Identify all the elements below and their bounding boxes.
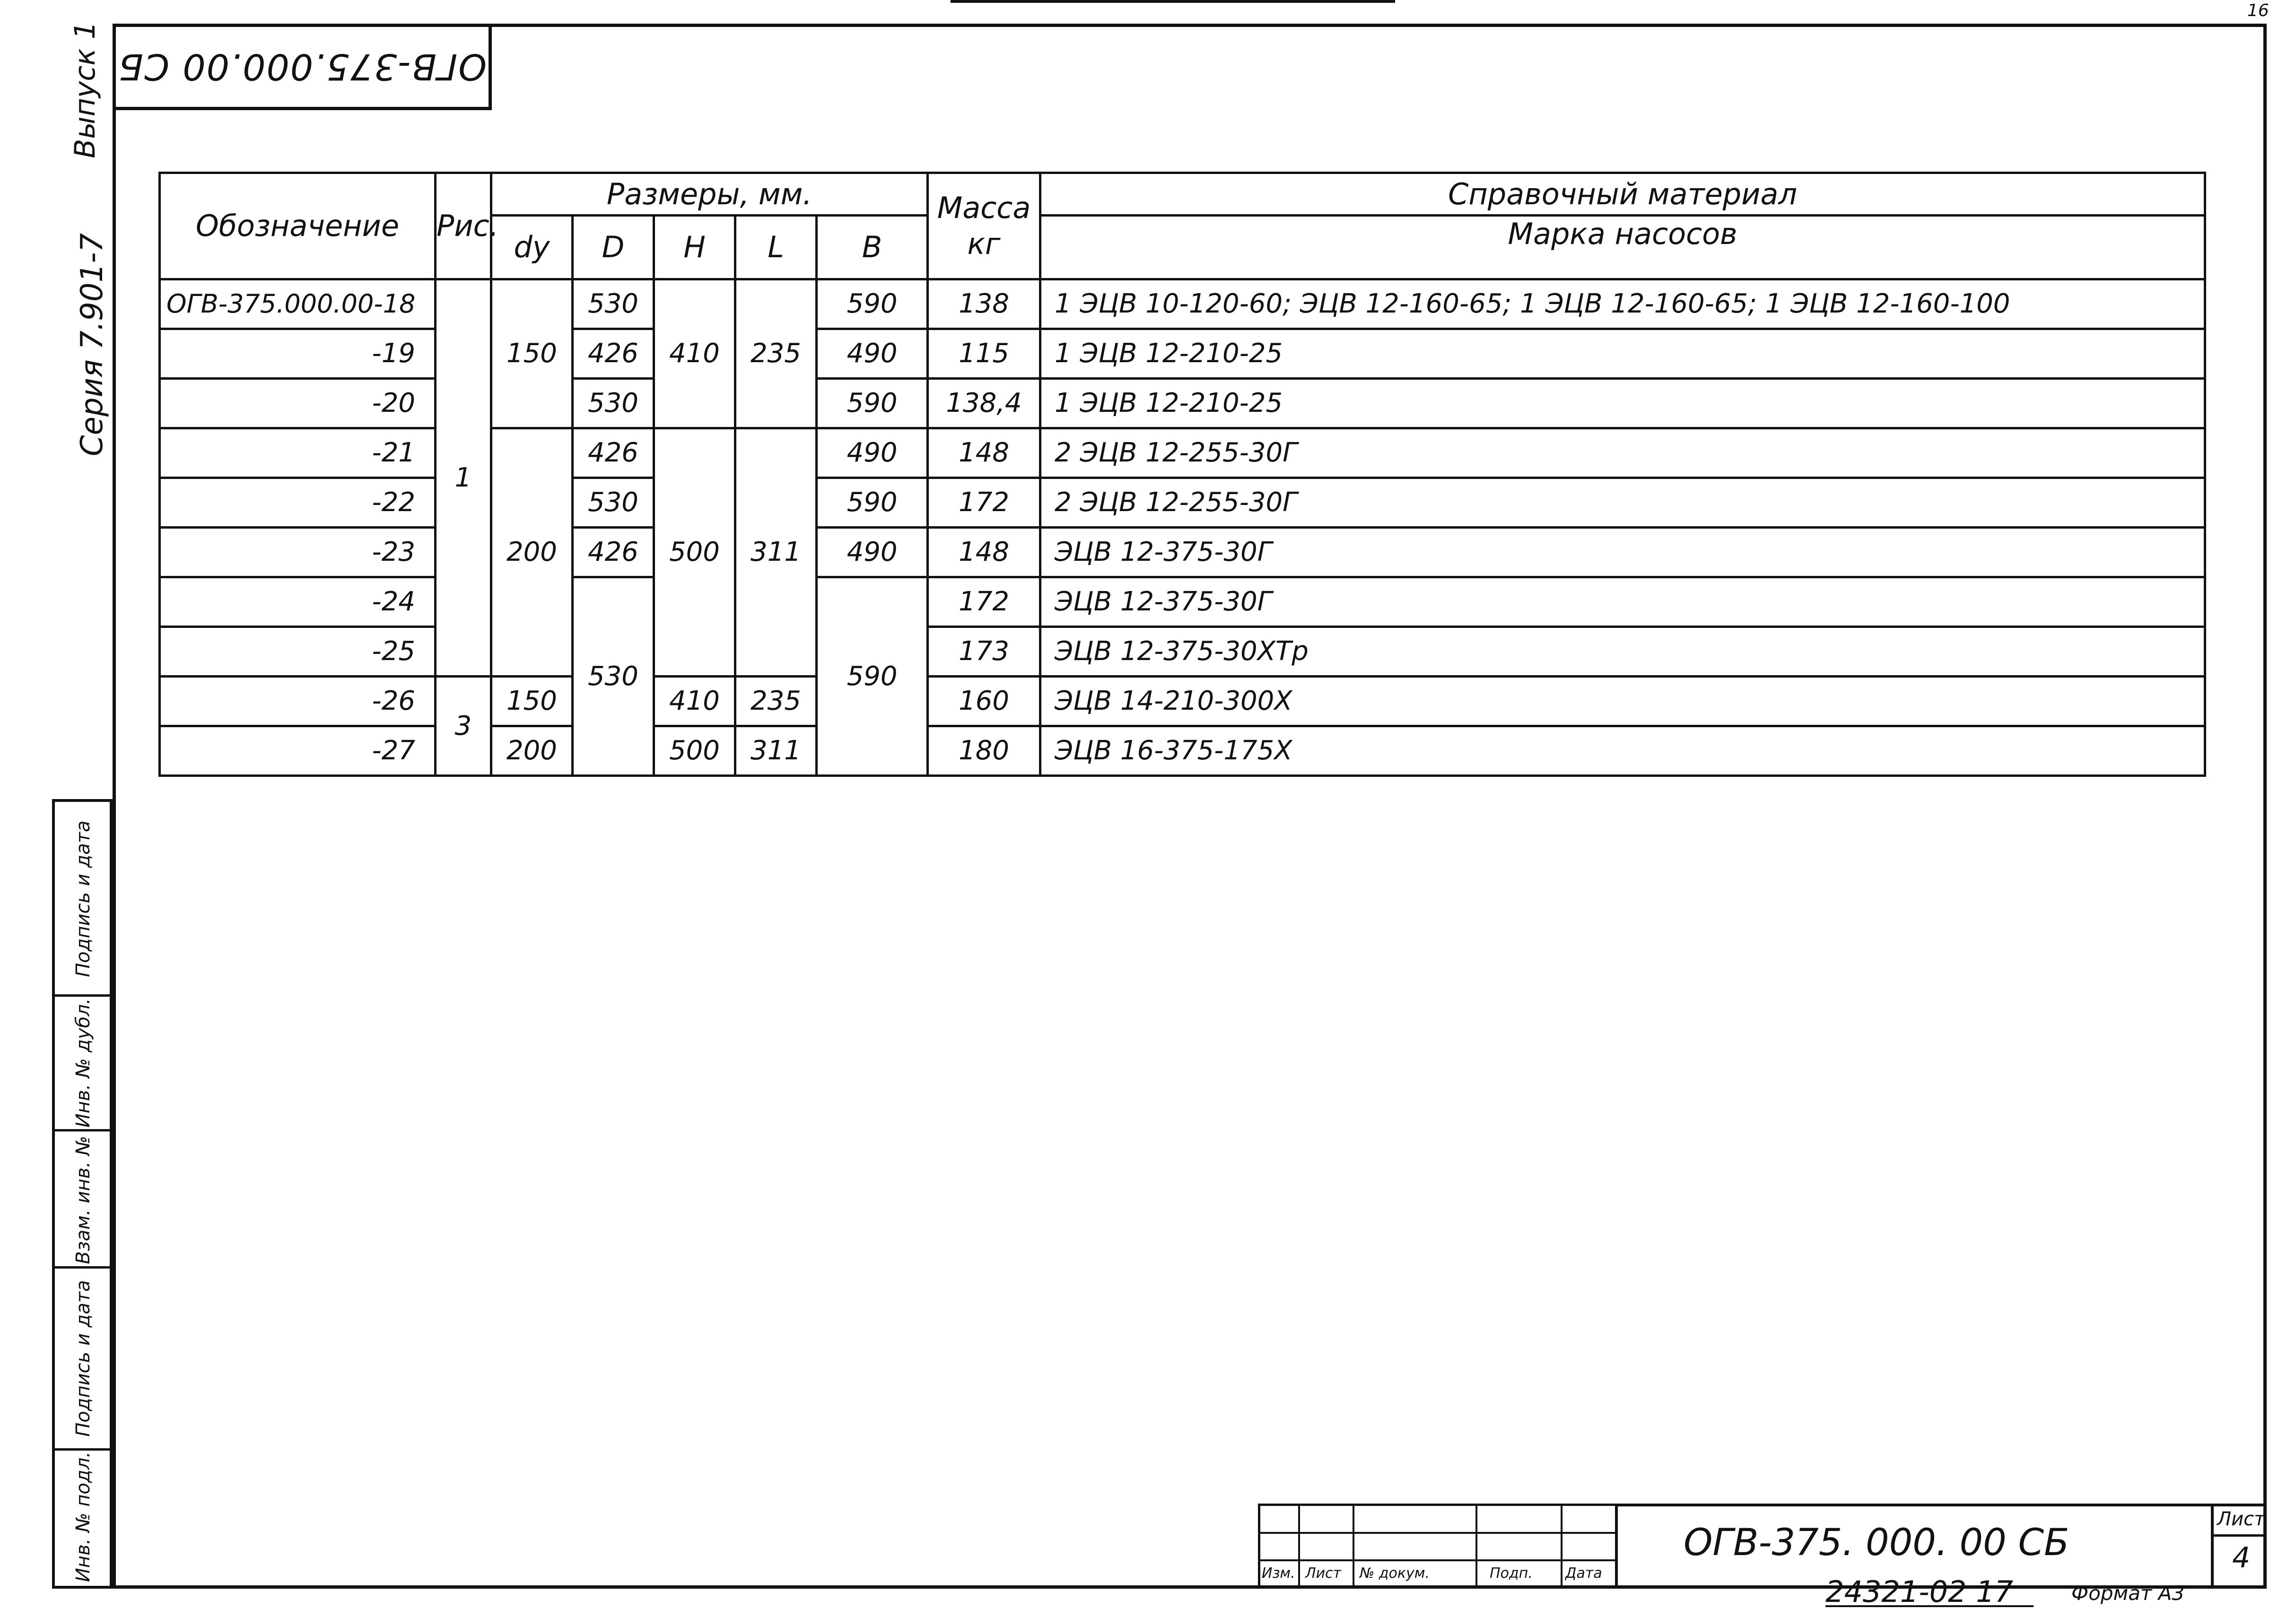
cell-mass: 148 — [928, 428, 1040, 478]
side-cell-inv-dubl — [55, 997, 110, 1131]
cell-D: 530 — [573, 577, 654, 776]
designation-top-border — [1615, 1504, 2267, 1506]
cell-brand: 1 ЭЦВ 12-210-25 — [1040, 329, 2205, 379]
cell-designation: -22 — [160, 478, 436, 528]
footer-code: 24321-02 17 — [1825, 1574, 2014, 1609]
cell-H: 410 — [654, 677, 735, 726]
designation: ОГВ-375. 000. 00 СБ — [1684, 1522, 2069, 1564]
cell-B: 590 — [817, 577, 928, 776]
cell-B: 590 — [817, 478, 928, 528]
cell-B: 590 — [817, 379, 928, 428]
cell-mass: 138 — [928, 279, 1040, 329]
cell-designation: -26 — [160, 677, 436, 726]
footer-format: Формат А3 — [2071, 1582, 2185, 1605]
side-cell-podpis-2 — [55, 1269, 110, 1451]
cell-D: 530 — [573, 379, 654, 428]
side-cell-label: Взам. инв. № — [72, 1136, 94, 1264]
rev-line — [1258, 1559, 1617, 1561]
cell-brand: ЭЦВ 12-375-30Г — [1040, 528, 2205, 577]
header-razmery: Размеры, мм. — [491, 173, 928, 216]
table-row — [160, 677, 2205, 726]
cell-L: 311 — [735, 428, 817, 677]
page-number: 16 — [2247, 1, 2269, 20]
label-podp: Подп. — [1490, 1565, 1533, 1582]
cell-dy: 150 — [491, 279, 573, 428]
cell-mass: 148 — [928, 528, 1040, 577]
header-massa-unit: кг — [967, 226, 1001, 261]
cell-mass: 180 — [928, 726, 1040, 776]
header-oboznachenie: Обозначение — [160, 173, 436, 279]
header-L: L — [735, 216, 817, 279]
cell-brand: 2 ЭЦВ 12-255-30Г — [1040, 428, 2205, 478]
cell-designation: -27 — [160, 726, 436, 776]
cell-dy: 200 — [491, 726, 573, 776]
cell-D: 530 — [573, 279, 654, 329]
side-cell-label: Инв. № дубл. — [72, 998, 94, 1128]
cell-brand: ЭЦВ 12-375-30Г — [1040, 577, 2205, 627]
pump-table — [158, 172, 2206, 777]
cell-H: 500 — [654, 726, 735, 776]
side-cell-inv-podl — [55, 1451, 110, 1586]
top-stamp-text: ОГВ-375.000.00 СБ — [117, 46, 487, 88]
side-cell-podpis-1 — [55, 802, 110, 997]
rev-vline — [1298, 1504, 1300, 1589]
seriya-label: Серия 7.901-7 — [75, 233, 110, 456]
cell-designation: -19 — [160, 329, 436, 379]
header-H: H — [654, 216, 735, 279]
sheet-value: 4 — [2232, 1541, 2251, 1574]
sheet-label: Лист — [2217, 1508, 2265, 1530]
cell-D: 426 — [573, 528, 654, 577]
cell-D: 426 — [573, 329, 654, 379]
cell-B: 490 — [817, 528, 928, 577]
header-ris: Рис. — [436, 173, 491, 279]
header-B: B — [817, 216, 928, 279]
cell-mass: 172 — [928, 478, 1040, 528]
side-strip — [52, 799, 113, 1589]
cell-dy: 150 — [491, 677, 573, 726]
label-data: Дата — [1565, 1565, 1602, 1582]
cell-D: 530 — [573, 478, 654, 528]
rev-vline — [1615, 1504, 1618, 1589]
cell-mass: 173 — [928, 627, 1040, 677]
side-cell-label: Подпись и дата — [72, 1280, 94, 1437]
cell-designation: -21 — [160, 428, 436, 478]
cell-mass: 115 — [928, 329, 1040, 379]
rev-vline — [1475, 1504, 1477, 1589]
side-cell-vzam-inv — [55, 1131, 110, 1269]
title-block — [1258, 1504, 2267, 1589]
header-spravochny: Справочный материал — [1040, 173, 2205, 216]
header-row-1 — [160, 173, 2205, 216]
cell-ris: 3 — [436, 677, 491, 776]
cell-mass: 160 — [928, 677, 1040, 726]
cell-B: 490 — [817, 428, 928, 478]
cell-mass: 138,4 — [928, 379, 1040, 428]
cell-L: 311 — [735, 726, 817, 776]
cell-designation: -23 — [160, 528, 436, 577]
cell-designation: -20 — [160, 379, 436, 428]
cell-brand: 1 ЭЦВ 12-210-25 — [1040, 379, 2205, 428]
sheet-box-divider — [2211, 1534, 2267, 1537]
cell-D: 426 — [573, 428, 654, 478]
cell-H: 410 — [654, 279, 735, 428]
cell-designation: -25 — [160, 627, 436, 677]
top-crop-mark — [951, 0, 1395, 7]
header-massa-label: Масса — [937, 191, 1031, 225]
side-cell-label: Подпись и дата — [72, 820, 94, 977]
table-row — [160, 279, 2205, 329]
vypusk-label: Выпуск 1 — [69, 21, 102, 158]
top-stamp — [113, 24, 492, 110]
cell-brand: 1 ЭЦВ 10-120-60; ЭЦВ 12-160-65; 1 ЭЦВ 12-160-65; 1 ЭЦВ 12-160-100 — [1040, 279, 2205, 329]
cell-H: 500 — [654, 428, 735, 677]
header-dy: dу — [491, 216, 573, 279]
side-cell-label: Инв. № подл. — [72, 1452, 94, 1582]
cell-brand: ЭЦВ 12-375-30ХТр — [1040, 627, 2205, 677]
cell-ris: 1 — [436, 279, 491, 677]
footer-code-underline — [1825, 1605, 2034, 1607]
rev-line — [1258, 1532, 1617, 1534]
label-n-dokum: № докум. — [1360, 1565, 1430, 1582]
label-izm: Изм. — [1262, 1565, 1295, 1582]
cell-L: 235 — [735, 279, 817, 428]
label-list: Лист — [1305, 1565, 1342, 1582]
cell-mass: 172 — [928, 577, 1040, 627]
rev-vline — [1353, 1504, 1354, 1589]
cell-dy: 200 — [491, 428, 573, 677]
header-marka: Марка насосов — [1040, 216, 2205, 279]
rev-vline — [1561, 1504, 1563, 1589]
header-D: D — [573, 216, 654, 279]
cell-B: 590 — [817, 279, 928, 329]
cell-brand: ЭЦВ 16-375-175Х — [1040, 726, 2205, 776]
header-massa — [928, 173, 1040, 279]
cell-L: 235 — [735, 677, 817, 726]
cell-brand: ЭЦВ 14-210-300Х — [1040, 677, 2205, 726]
cell-brand: 2 ЭЦВ 12-255-30Г — [1040, 478, 2205, 528]
cell-B: 490 — [817, 329, 928, 379]
cell-designation: ОГВ-375.000.00-18 — [160, 279, 436, 329]
cell-designation: -24 — [160, 577, 436, 627]
